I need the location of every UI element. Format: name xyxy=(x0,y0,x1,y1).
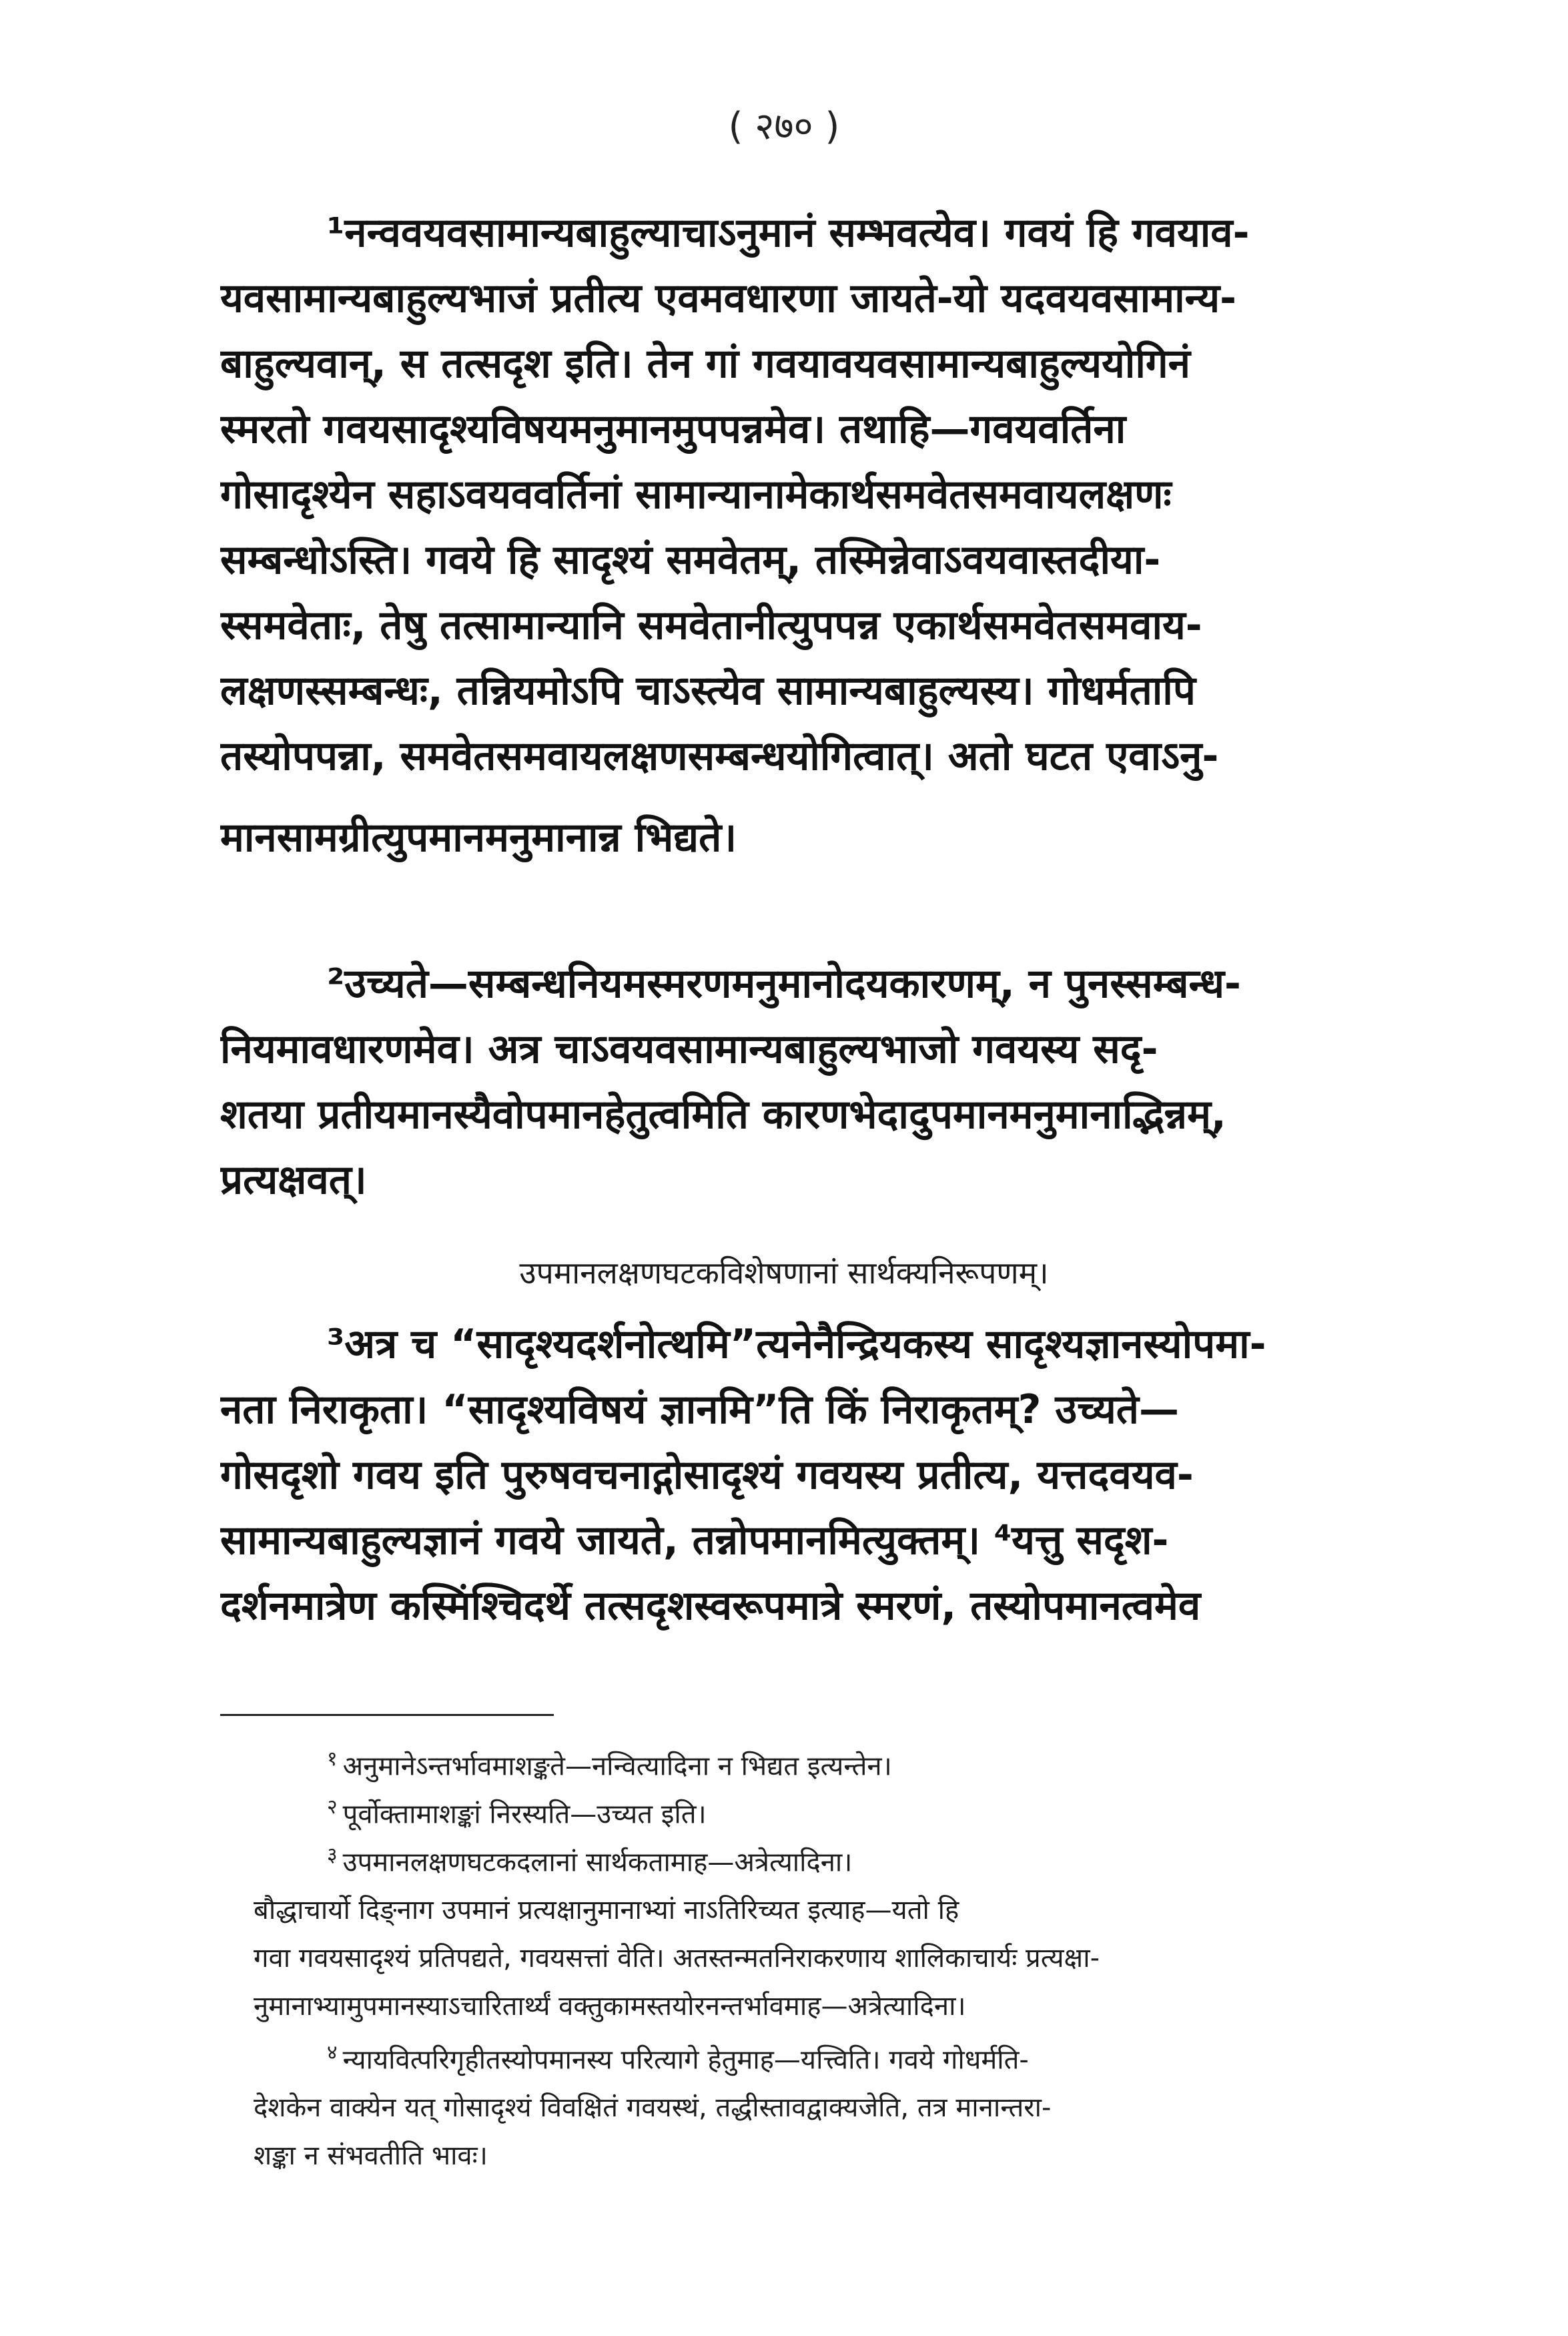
paragraph-line: यवसामान्यबाहुल्यभाजं प्रतीत्य एवमवधारणा जायते-यो यदवयवसामान्य- xyxy=(220,275,1237,322)
paragraph-line: नता निराकृता। “सादृश्यविषयं ज्ञानमि”ति किं निराकृतम्? उच्यते— xyxy=(220,1386,1179,1433)
paragraph-line: नियमावधारणमेव। अत्र चाऽवयवसामान्यबाहुल्यभाजो गवयस्य सदृ- xyxy=(220,1026,1158,1073)
footnote-3 xyxy=(254,1831,1435,2030)
paragraph-line: बाहुल्यवान्, स तत्सदृश इति। तेन गां गवयावयवसामान्यबाहुल्ययोगिनं xyxy=(220,340,1190,387)
footnote-line: बौद्धाचार्यो दिङ्नाग उपमानं प्रत्यक्षानुमानाभ्यां नाऽतिरिच्यत इत्याह—यतो हि xyxy=(254,1895,959,1926)
paragraph-reply xyxy=(220,951,1435,1213)
footnote-line xyxy=(254,1783,1435,1838)
footnote-mark: २ xyxy=(327,1795,338,1819)
paragraph-upamana-definition xyxy=(220,1311,1435,1639)
paragraph-line: गोसदृशो गवय इति पुरुषवचनाद्गोसादृश्यं गवयस्य प्रतीत्य, यत्तदवयव- xyxy=(220,1452,1194,1498)
paragraph-line: शतया प्रतीयमानस्यैवोपमानहेतुत्वमिति कारणभेदादुपमानमनुमानाद्भिन्नम्, xyxy=(220,1091,1226,1138)
footnote-text: अनुमानेऽन्तर्भावमाशङ्कते—नन्वित्यादिना न भिद्यत इत्यन्तेन। xyxy=(342,1751,892,1782)
footnote-line xyxy=(254,1735,1435,1790)
paragraph-line: मानसामग्रीत्युपमानमनुमानान्न भिद्यते। xyxy=(220,814,737,861)
paragraph-line: लक्षणस्सम्बन्धः, तन्नियमोऽपि चाऽस्त्येव सामान्यबाहुल्यस्य। गोधर्मतापि xyxy=(220,667,1196,714)
footnote-line xyxy=(254,1831,1435,1886)
paragraph-line: ³अत्र च “सादृश्यदर्शनोत्थमि”त्यनेनैन्द्रियकस्य सादृश्यज्ञानस्योपमा- xyxy=(327,1321,1266,1368)
footnote-mark: ३ xyxy=(327,1843,338,1867)
footnote-separator xyxy=(220,1714,554,1716)
footnote-mark: १ xyxy=(327,1747,338,1771)
footnote-4 xyxy=(254,2029,1435,2180)
footnote-1 xyxy=(254,1735,1435,1790)
paragraph-line: स्मरतो गवयसादृश्यविषयमनुमानमुपपन्नमेव। तथाहि—गवयवर्तिना xyxy=(220,406,1126,453)
footnote-line xyxy=(254,2029,1435,2084)
paragraph-line: दर्शनमात्रेण कस्मिंश्चिदर्थे तत्सदृशस्वरूपमात्रे स्मरणं, तस्योपमानत्वमेव xyxy=(220,1582,1201,1629)
paragraph-line: प्रत्यक्षवत्। xyxy=(220,1157,367,1203)
footnote-line: शङ्का न संभवतीति भावः। xyxy=(254,2140,488,2172)
paragraph-line: सम्बन्धोऽस्ति। गवये हि सादृश्यं समवेतम्, तस्मिन्नेवाऽवयवास्तदीया- xyxy=(220,537,1161,583)
footnote-text: पूर्वोक्तामाशङ्कां निरस्यति—उच्यत इति। xyxy=(342,1799,707,1830)
paragraph-line: सामान्यबाहुल्यज्ञानं गवये जायते, तन्नोपमानमित्युक्तम्। ⁴यत्तु सदृश- xyxy=(220,1517,1169,1564)
paragraph-line: ¹नन्ववयवसामान्यबाहुल्याचाऽनुमानं सम्भवत्येव। गवयं हि गवयाव- xyxy=(327,210,1250,256)
footnote-mark: ४ xyxy=(327,2041,338,2064)
paragraph-line: गोसादृश्येन सहाऽवयववर्तिनां सामान्यानामेकार्थसमवेतसमवायलक्षणः xyxy=(220,471,1172,518)
paragraph-anumana-objection xyxy=(220,200,1435,870)
footnote-line: गवा गवयसादृश्यं प्रतिपद्यते, गवयसत्तां वेति। अतस्तन्मतनिराकरणाय शालिकाचार्यः प्रत्यक्षा- xyxy=(254,1943,1100,1974)
footnote-line: नुमानाभ्यामुपमानस्याऽचारितार्थ्यं वक्तुकामस्तयोरनन्तर्भावमाह—अत्रेत्यादिना। xyxy=(254,1991,966,2022)
paragraph-line: ²उच्यते—सम्बन्धनियमस्मरणमनुमानोदयकारणम्, न पुनस्सम्बन्ध- xyxy=(327,960,1241,1007)
footnote-text: उपमानलक्षणघटकदलानां सार्थकतामाह—अत्रेत्यादिना। xyxy=(342,1847,853,1878)
paragraph-line: स्समवेताः, तेषु तत्सामान्यानि समवेतानीत्युपपन्न एकार्थसमवेतसमवाय- xyxy=(220,602,1202,649)
footnote-line: देशकेन वाक्येन यत् गोसादृश्यं विवक्षितं गवयस्थं, तद्धीस्तावद्वाक्यजेति, तत्र मानान्तरा- xyxy=(254,2092,1052,2124)
section-heading: उपमानलक्षणघटकविशेषणानां सार्थक्यनिरूपणम्। xyxy=(519,1255,1049,1291)
footnote-text: न्यायवित्परिगृहीतस्योपमानस्य परित्यागे हेतुमाह—यत्त्विति। गवये गोधर्मति- xyxy=(342,2044,1029,2076)
footnote-2 xyxy=(254,1783,1435,1838)
page-number: ( २७० ) xyxy=(728,105,840,148)
paragraph-line: तस्योपपन्ना, समवेतसमवायलक्षणसम्बन्धयोगित्वात्। अतो घटत एवाऽनु- xyxy=(220,733,1219,780)
